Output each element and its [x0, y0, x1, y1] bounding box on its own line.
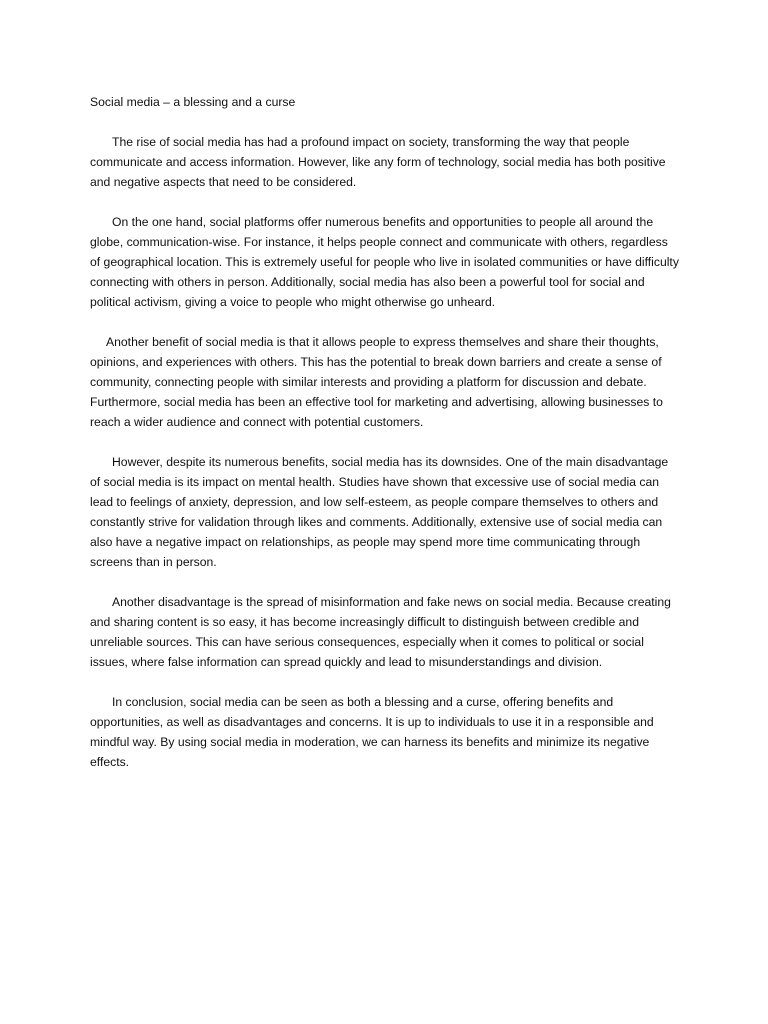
paragraph-benefits-expression: Another benefit of social media is that it allows people to express themselves and share their thoughts, opinions, and experiences with others. This has the potential to break down barriers and create a sense of community, connecting people with similar interests and providing a platform for discussion and debate. Furthermore, social media has been an effective tool for marketing and advertising, allowing businesses to reach a wider audience and connect with potential customers. — [90, 335, 663, 429]
paragraph-downsides-mental-health: However, despite its numerous benefits, social media has its downsides. One of the main disadvantage of social media is its impact on mental health. Studies have shown that excessive use of social media can lead to feelings of anxiety, depression, and low self-esteem, as people compare themselves to others and constantly strive for validation through likes and comments. Additionally, extensive use of social media can also have a negative impact on relationships, as people may spend more time communicating through screens than in person. — [90, 455, 669, 569]
paragraph-downsides-misinformation: Another disadvantage is the spread of misinformation and fake news on social media. Because creating and sharing content is so easy, it has become increasingly difficult to distinguish between credible and unreliable sources. This can have serious consequences, especially when it comes to political or social issues, where false information can spread quickly and lead to misunderstandings and division. — [90, 595, 671, 669]
paragraph-benefits-connection: On the one hand, social platforms offer numerous benefits and opportunities to people all around the globe, communication-wise. For instance, it helps people connect and communicate with others, regardless of geographical location. This is extremely useful for people who live in isolated communities or have difficulty connecting with others in person. Additionally, social media has also been a powerful tool for social and political activism, giving a voice to people who might otherwise go unheard. — [90, 215, 679, 309]
paragraph-conclusion: In conclusion, social media can be seen as both a blessing and a curse, offering benefits and opportunities, as well as disadvantages and concerns. It is up to individuals to use it in a responsible and mindful way. By using social media in moderation, we can harness its benefits and minimize its negative effects. — [90, 695, 654, 769]
paragraph-intro: The rise of social media has had a profound impact on society, transforming the way that people communicate and access information. However, like any form of technology, social media has both positive and negative aspects that need to be considered. — [90, 135, 666, 189]
document-page — [90, 92, 680, 792]
document-title: Social media – a blessing and a curse — [90, 95, 296, 109]
